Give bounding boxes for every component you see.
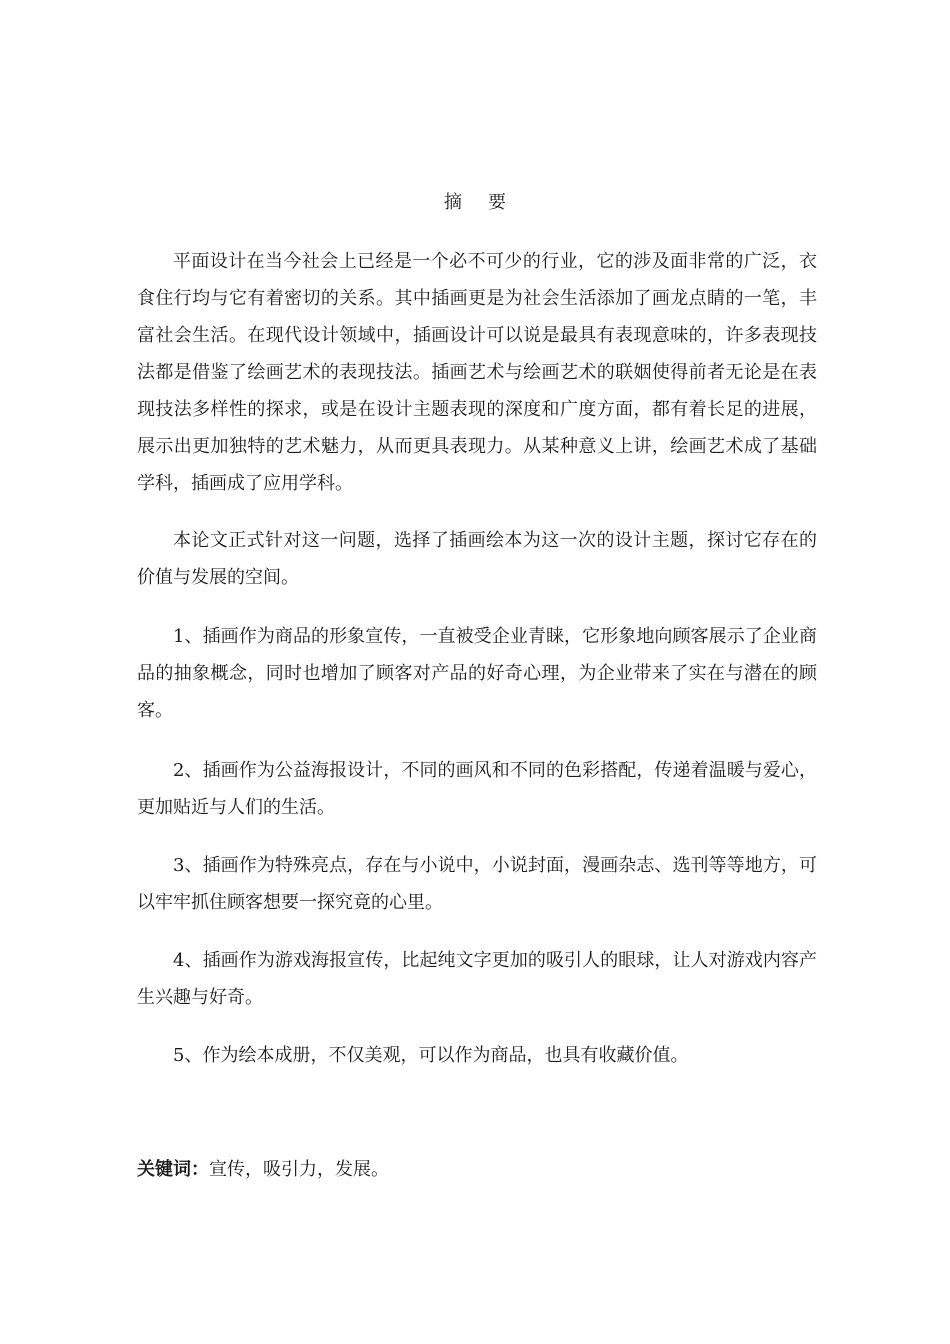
abstract-title bbox=[0, 190, 950, 216]
abstract-paragraph-intro: 平面设计在当今社会上已经是一个必不可少的行业，它的涉及面非常的广泛，衣食住行均与它有着密切的关系。其中插画更是为社会生活添加了画龙点睛的一笔，丰富社会生活。在现代设计领域中，插画设计可以说是最具有表现意味的，许多表现技法都是借鉴了绘画艺术的表现技法。插画艺术与绘画艺术的联姻使得前者无论是在表现技法多样性的探求，或是在设计主题表现的深度和广度方面，都有着长足的进展，展示出更加独特的艺术魅力，从而更具表现力。从某种意义上讲，绘画艺术成了基础学科，插画成了应用学科。 bbox=[137, 251, 817, 494]
title-char-2: 要 bbox=[488, 192, 506, 213]
keywords-value: 宣传，吸引力，发展。 bbox=[209, 1159, 389, 1180]
abstract-point-1: 1、插画作为商品的形象宣传，一直被受企业青睐，它形象地向顾客展示了企业商品的抽象概念，同时也增加了顾客对产品的好奇心理，为企业带来了实在与潜在的顾客。 bbox=[137, 626, 817, 721]
abstract-point-4: 4、插画作为游戏海报宣传，比起纯文字更加的吸引人的眼球，让人对游戏内容产生兴趣与好奇。 bbox=[137, 950, 817, 1008]
abstract-point-5: 5、作为绘本成册，不仅美观，可以作为商品，也具有收藏价值。 bbox=[173, 1045, 689, 1066]
abstract-point-3: 3、插画作为特殊亮点，存在与小说中，小说封面，漫画杂志、选刊等等地方，可以牢牢抓住顾客想要一探究竟的心里。 bbox=[137, 855, 817, 913]
keywords-label: 关键词： bbox=[137, 1159, 209, 1180]
abstract-paragraph-purpose: 本论文正式针对这一问题，选择了插画绘本为这一次的设计主题，探讨它存在的价值与发展的空间。 bbox=[137, 530, 817, 588]
abstract-point-2: 2、插画作为公益海报设计，不同的画风和不同的色彩搭配，传递着温暖与爱心，更加贴近与人们的生活。 bbox=[137, 760, 817, 818]
title-char-1: 摘 bbox=[444, 192, 462, 213]
keywords-line bbox=[137, 1151, 817, 1188]
